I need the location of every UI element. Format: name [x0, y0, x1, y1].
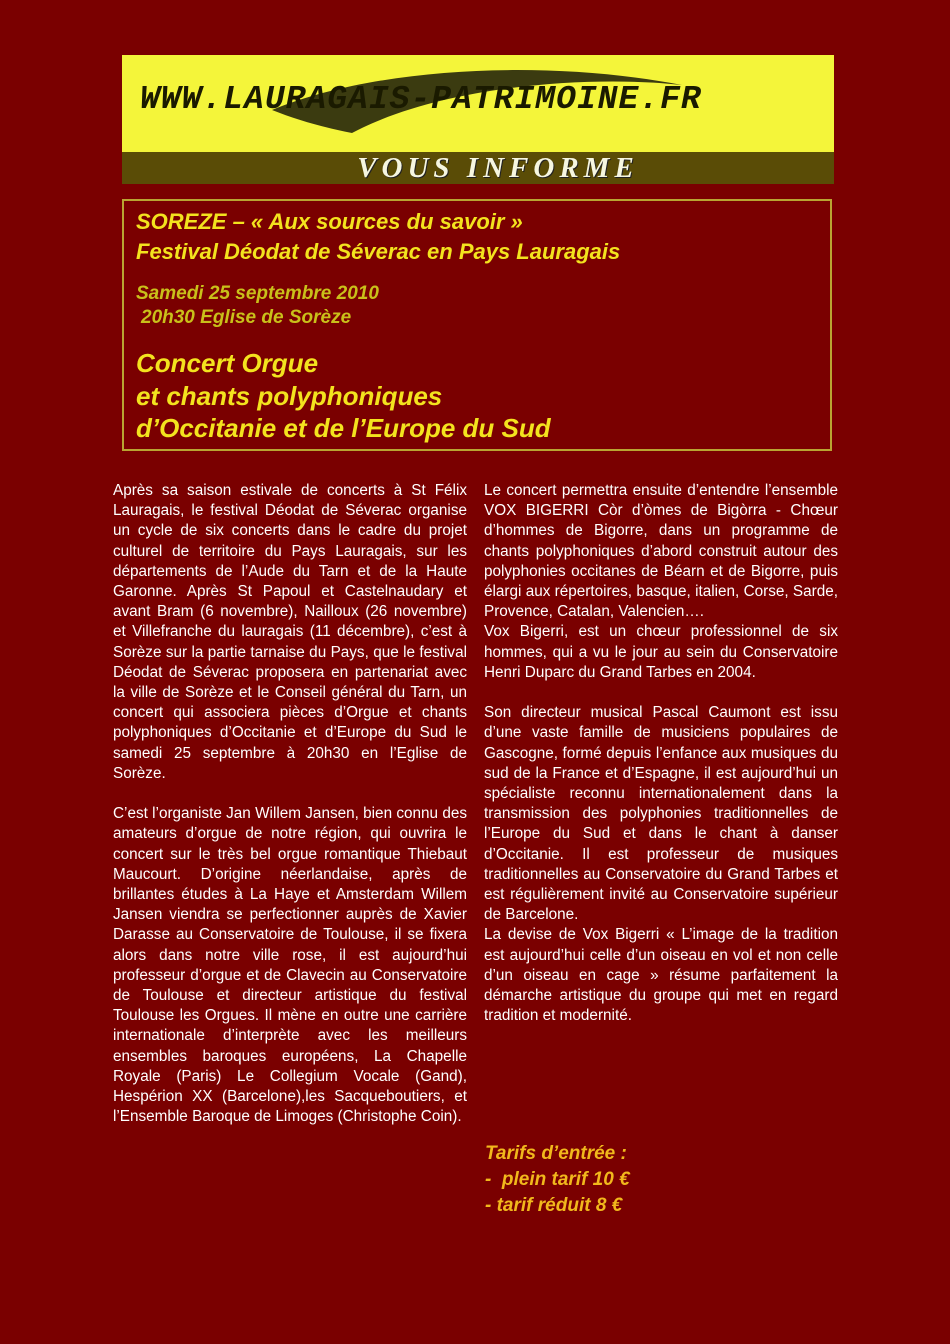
site-banner: [122, 55, 834, 184]
price-reduced: - tarif réduit 8 €: [485, 1195, 623, 1216]
paragraph-choir: Vox Bigerri, est un chœur professionnel de six hommes, qui a vu le jour au sein du Conservatoire Henri Duparc du Grand Tarbes en 2004.: [484, 623, 838, 681]
event-date: Samedi 25 septembre 2010: [136, 283, 379, 304]
paragraph-vox-bigerri: Le concert permettra ensuite d’entendre l’ensemble VOX BIGERRI Còr d’òmes de Bigòrra - Chœur d’hommes de Bigorre, dans un programme de chants polyphoniques d’abord construit autour des polyphonies occitanes de Béarn et de Bigorre, puis élargi aux répertoires, basque, italien, Corse, Sarde, Provence, Catalan, Valencien….: [484, 482, 838, 621]
banner-logo-area: [122, 55, 834, 152]
banner-tagline: VOUS INFORME: [357, 152, 639, 184]
banner-tagline-bar: [122, 152, 834, 184]
paragraph-organist: C’est l’organiste Jan Willem Jansen, bien connu des amateurs d’orgue de notre région, qui ouvrira le concert sur le très bel orgue romantique Thiebaut Maucourt. D’origine néerlandaise, après de brillantes études à La Haye et Amsterdam Willem Jansen viendra se perfectionner auprès de Xavier Darasse au Conservatoire de Toulouse, il se fixera alors dans notre ville rose, il est aujourd’hui professeur d’orgue et de Clavecin au Conservatoire de Toulouse et directeur artistique du festival Toulouse les Orgues. Il mène en outre une carrière internationale d’interprète avec les meilleurs ensembles baroques européens, La Chapelle Royale (Paris) Le Collegium Vocale (Gand), Hespérion XX (Barcelone),les Sacqueboutiers, et l’Ensemble Baroque de Limoges (Christophe Coin).: [113, 805, 467, 1126]
concert-title-line-1: Concert Orgue: [136, 348, 319, 378]
concert-title-line-2: et chants polyphoniques: [136, 381, 443, 411]
price-full: - plein tarif 10 €: [485, 1169, 630, 1190]
paragraph-motto: La devise de Vox Bigerri « L’image de la tradition est aujourd’hui celle d’un oiseau en vol et non celle d’un oiseau en cage » résume parfaitement la démarche artistique du groupe qui met en regard tradition et modernité.: [484, 926, 838, 1025]
paragraph-director: Son directeur musical Pascal Caumont est issu d’une vaste famille de musiciens populaires de Gascogne, formé depuis l’enfance aux musiques du sud de la France et d’Espagne, il est aujourd’hui un spécialiste reconnu internationalement dans la transmission des polyphonies traditionnelles de l’Europe du Sud et dans le chant à danser d’Occitanie. Il est professeur de musiques traditionnelles au Conservatoire du Grand Tarbes et est régulièrement invité au Conservatoire supérieur de Barcelone.: [484, 704, 838, 924]
concert-title-line-3: d’Occitanie et de l’Europe du Sud: [136, 413, 551, 443]
event-time-place: 20h30 Eglise de Sorèze: [141, 307, 352, 328]
prices-title: Tarifs d’entrée :: [485, 1143, 627, 1164]
left-column: [113, 481, 467, 1127]
event-title: SOREZE – « Aux sources du savoir »: [136, 209, 523, 234]
right-column: [484, 481, 838, 1026]
site-url[interactable]: WWW.LAURAGAIS-PATRIMOINE.FR: [140, 81, 702, 118]
festival-name: Festival Déodat de Séverac en Pays Lauragais: [136, 239, 621, 264]
paragraph-festival: Après sa saison estivale de concerts à St Félix Lauragais, le festival Déodat de Séverac organise un cycle de six concerts dans le cadre du projet culturel de territoire du Pays Lauragais, sur les départements de l’Aude du Tarn et de la Haute Garonne. Après St Papoul et Castelnaudary et avant Bram (6 novembre), Nailloux (26 novembre) et Villefranche du lauragais (11 décembre), c’est à Sorèze sur la partie tarnaise du Pays, que le festival Déodat de Séverac proposera en partenariat avec la ville de Sorèze et le Conseil général du Tarn, un concert qui associera pièces d’Orgue et chants polyphoniques d’Occitanie et d’Europe du Sud le samedi 25 septembre à 20h30 en l’Eglise de Sorèze.: [113, 482, 467, 782]
event-info-box: [122, 199, 832, 451]
ticket-prices: [485, 1141, 630, 1219]
